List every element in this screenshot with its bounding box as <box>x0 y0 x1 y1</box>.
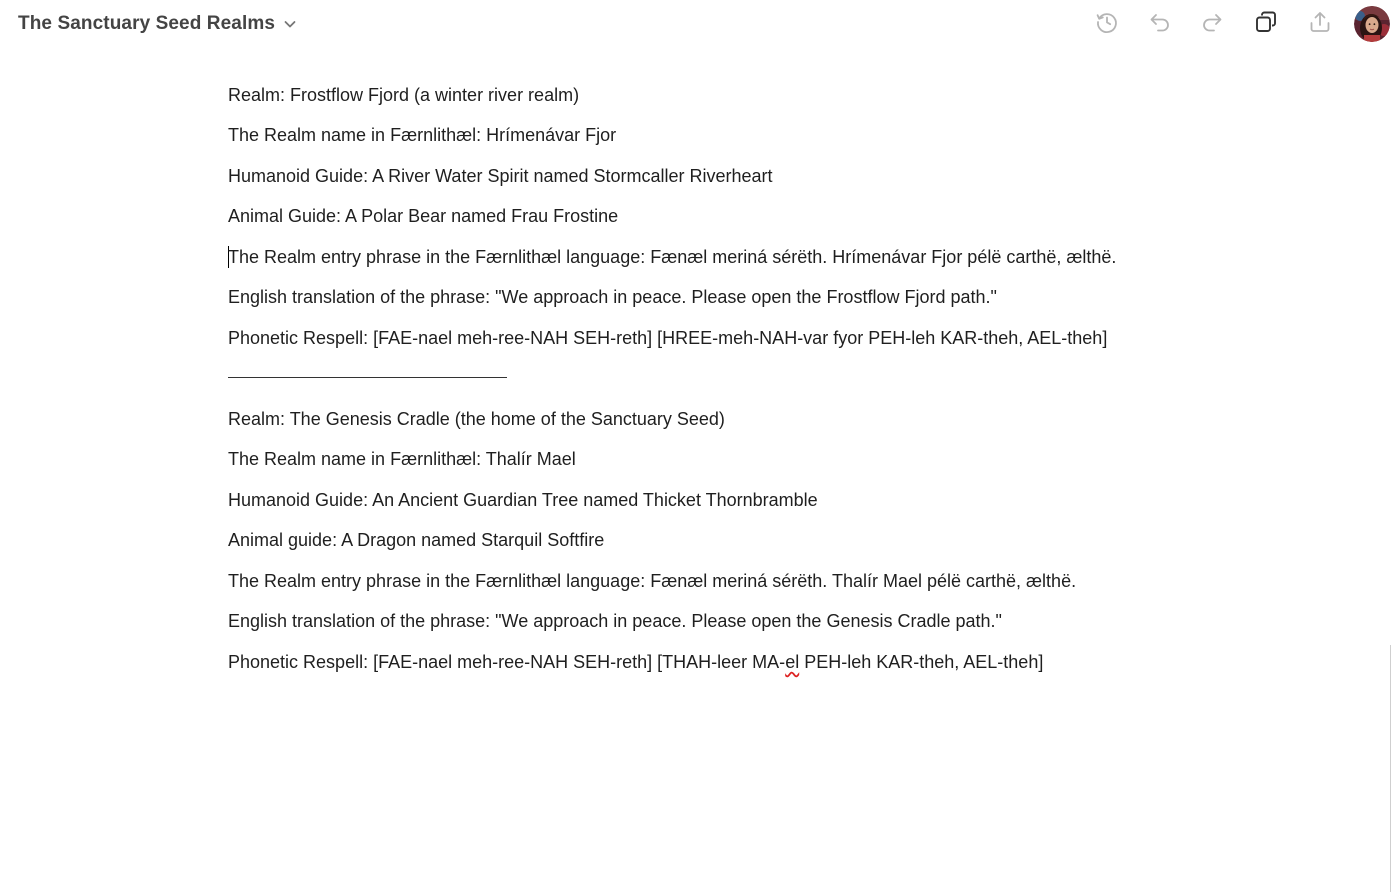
history-button[interactable] <box>1092 9 1122 39</box>
share-upload-icon <box>1307 9 1333 40</box>
spellcheck-flagged-word[interactable]: el <box>785 652 800 672</box>
avatar[interactable] <box>1354 6 1390 42</box>
realm1-entry-phrase: The Realm entry phrase in the Færnlithæl language: Fænæl meriná sérëth. Hrímenávar Fjor pélë carthë, ælthë. <box>228 247 1117 267</box>
document-title: The Sanctuary Seed Realms <box>18 13 275 34</box>
realm2-phonetic <box>228 648 1043 676</box>
realm1-name: The Realm name in Færnlithæl: Hrímenávar Fjor <box>228 125 617 145</box>
undo-icon <box>1147 9 1173 40</box>
realm1-translation: English translation of the phrase: "We approach in peace. Please open the Frostflow Fjord path." <box>228 287 997 307</box>
redo-icon <box>1199 9 1225 40</box>
document-title-menu[interactable] <box>18 13 297 35</box>
realm1-animal-guide: Animal Guide: A Polar Bear named Frau Frostine <box>228 206 619 226</box>
share-button[interactable] <box>1305 9 1335 39</box>
toolbar <box>1091 6 1391 46</box>
duplicate-icon <box>1253 9 1279 40</box>
realm2-animal-guide: Animal guide: A Dragon named Starquil Softfire <box>228 530 605 550</box>
realm1-humanoid-guide: Humanoid Guide: A River Water Spirit named Stormcaller Riverheart <box>228 166 773 186</box>
realm2-translation: English translation of the phrase: "We approach in peace. Please open the Genesis Cradle path." <box>228 611 1002 631</box>
section-divider <box>228 377 507 378</box>
phonetic-part-a: Phonetic Respell: [FAE-nael meh-ree-NAH SEH-reth] [THAH-leer MA- <box>228 652 786 672</box>
realm2-humanoid-guide: Humanoid Guide: An Ancient Guardian Tree named Thicket Thornbramble <box>228 490 818 510</box>
realm1-phonetic: Phonetic Respell: [FAE-nael meh-ree-NAH SEH-reth] [HREE-meh-NAH-var fyor PEH-leh KAR-theh, AEL-theh] <box>228 328 1108 348</box>
chevron-down-icon <box>283 17 297 31</box>
header-bar <box>0 0 1391 52</box>
phonetic-part-c: PEH-leh KAR-theh, AEL-theh] <box>799 652 1044 672</box>
duplicate-button[interactable] <box>1251 9 1281 39</box>
realm1-title: Realm: Frostflow Fjord (a winter river realm) <box>228 85 580 105</box>
undo-button[interactable] <box>1145 9 1175 39</box>
realm2-title: Realm: The Genesis Cradle (the home of the Sanctuary Seed) <box>228 409 725 429</box>
realm2-entry-phrase: The Realm entry phrase in the Færnlithæl language: Fænæl meriná sérëth. Thalír Mael pélë carthë, ælthë. <box>228 571 1077 591</box>
avatar-image <box>1354 6 1390 42</box>
realm2-name: The Realm name in Færnlithæl: Thalír Mael <box>228 449 576 469</box>
history-icon <box>1094 9 1120 40</box>
redo-button[interactable] <box>1197 9 1227 39</box>
